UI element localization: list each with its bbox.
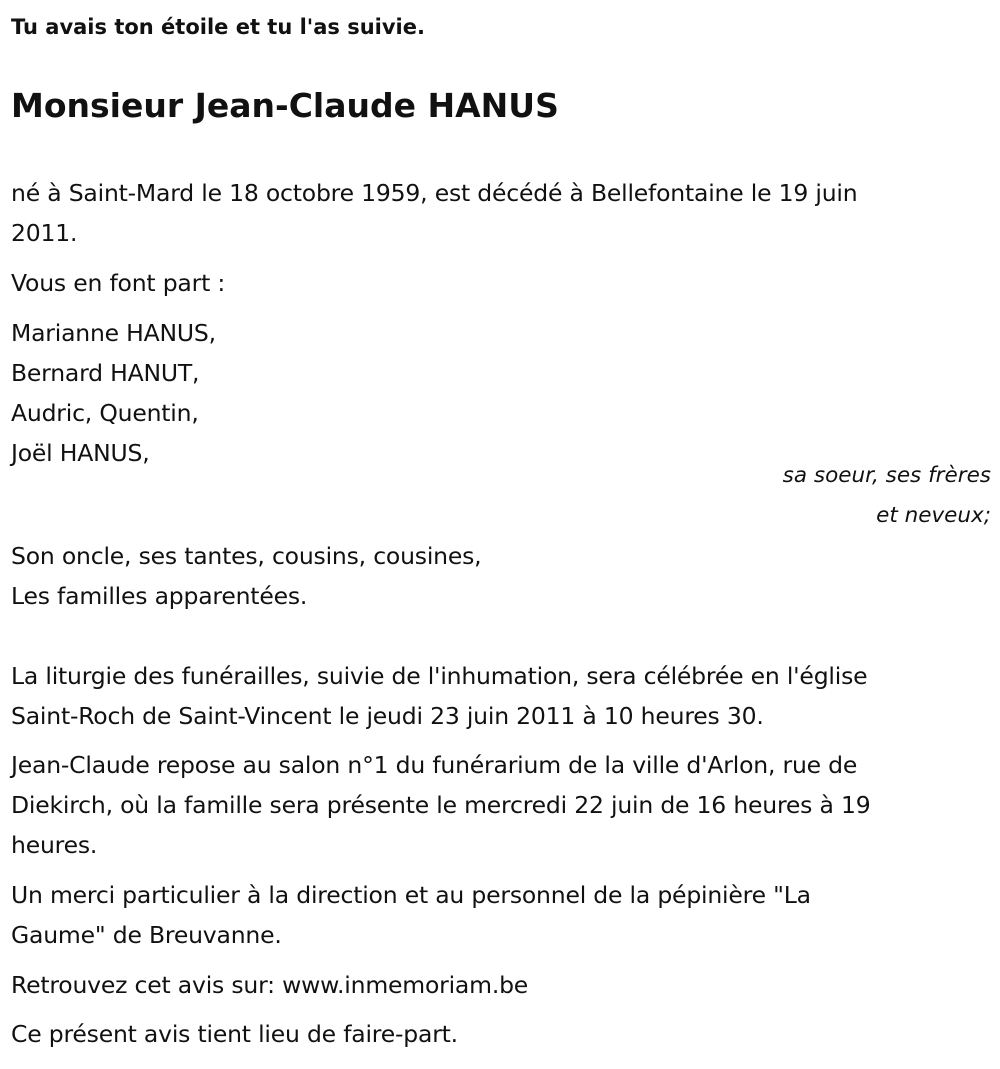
deceased-name: Monsieur Jean-Claude HANUS	[11, 86, 559, 125]
birth-death-paragraph	[11, 173, 991, 253]
epigraph: Tu avais ton étoile et tu l'as suivie.	[11, 15, 425, 39]
extended-family-line: Son oncle, ses tantes, cousins, cousines,	[11, 542, 482, 570]
website-notice	[11, 965, 991, 1005]
visitation-paragraph	[11, 745, 991, 865]
birth-death-line: né à Saint-Mard le 18 octobre 1959, est décédé à Bellefontaine le 19 juin	[11, 179, 858, 207]
visitation-line: Jean-Claude repose au salon n°1 du funérarium de la ville d'Arlon, rue de	[11, 751, 858, 779]
announcement-intro	[11, 263, 991, 303]
extended-family	[11, 536, 991, 616]
family-member: Joël HANUS,	[11, 439, 150, 467]
family-member: Marianne HANUS,	[11, 319, 216, 347]
closing-text: Ce présent avis tient lieu de faire-part.	[11, 1020, 458, 1048]
visitation-line: Diekirch, où la famille sera présente le mercredi 22 juin de 16 heures à 19	[11, 791, 871, 819]
website-notice-text: Retrouvez cet avis sur: www.inmemoriam.be	[11, 971, 529, 999]
family-member: Audric, Quentin,	[11, 399, 199, 427]
thanks-line: Gaume" de Breuvanne.	[11, 921, 282, 949]
visitation-line: heures.	[11, 831, 98, 859]
relation-note	[591, 456, 991, 536]
family-member: Bernard HANUT,	[11, 359, 200, 387]
thanks-paragraph	[11, 875, 991, 955]
family-list	[11, 313, 991, 473]
liturgy-line: Saint-Roch de Saint-Vincent le jeudi 23 juin 2011 à 10 heures 30.	[11, 702, 764, 730]
birth-death-line: 2011.	[11, 219, 78, 247]
relation-line: sa soeur, ses frères	[782, 463, 991, 488]
liturgy-paragraph	[11, 656, 991, 736]
thanks-line: Un merci particulier à la direction et au personnel de la pépinière "La	[11, 881, 811, 909]
announcement-intro-text: Vous en font part :	[11, 269, 226, 297]
liturgy-line: La liturgie des funérailles, suivie de l'inhumation, sera célébrée en l'église	[11, 662, 868, 690]
closing-notice	[11, 1014, 991, 1054]
relation-line: et neveux;	[876, 503, 991, 528]
extended-family-line: Les familles apparentées.	[11, 582, 308, 610]
